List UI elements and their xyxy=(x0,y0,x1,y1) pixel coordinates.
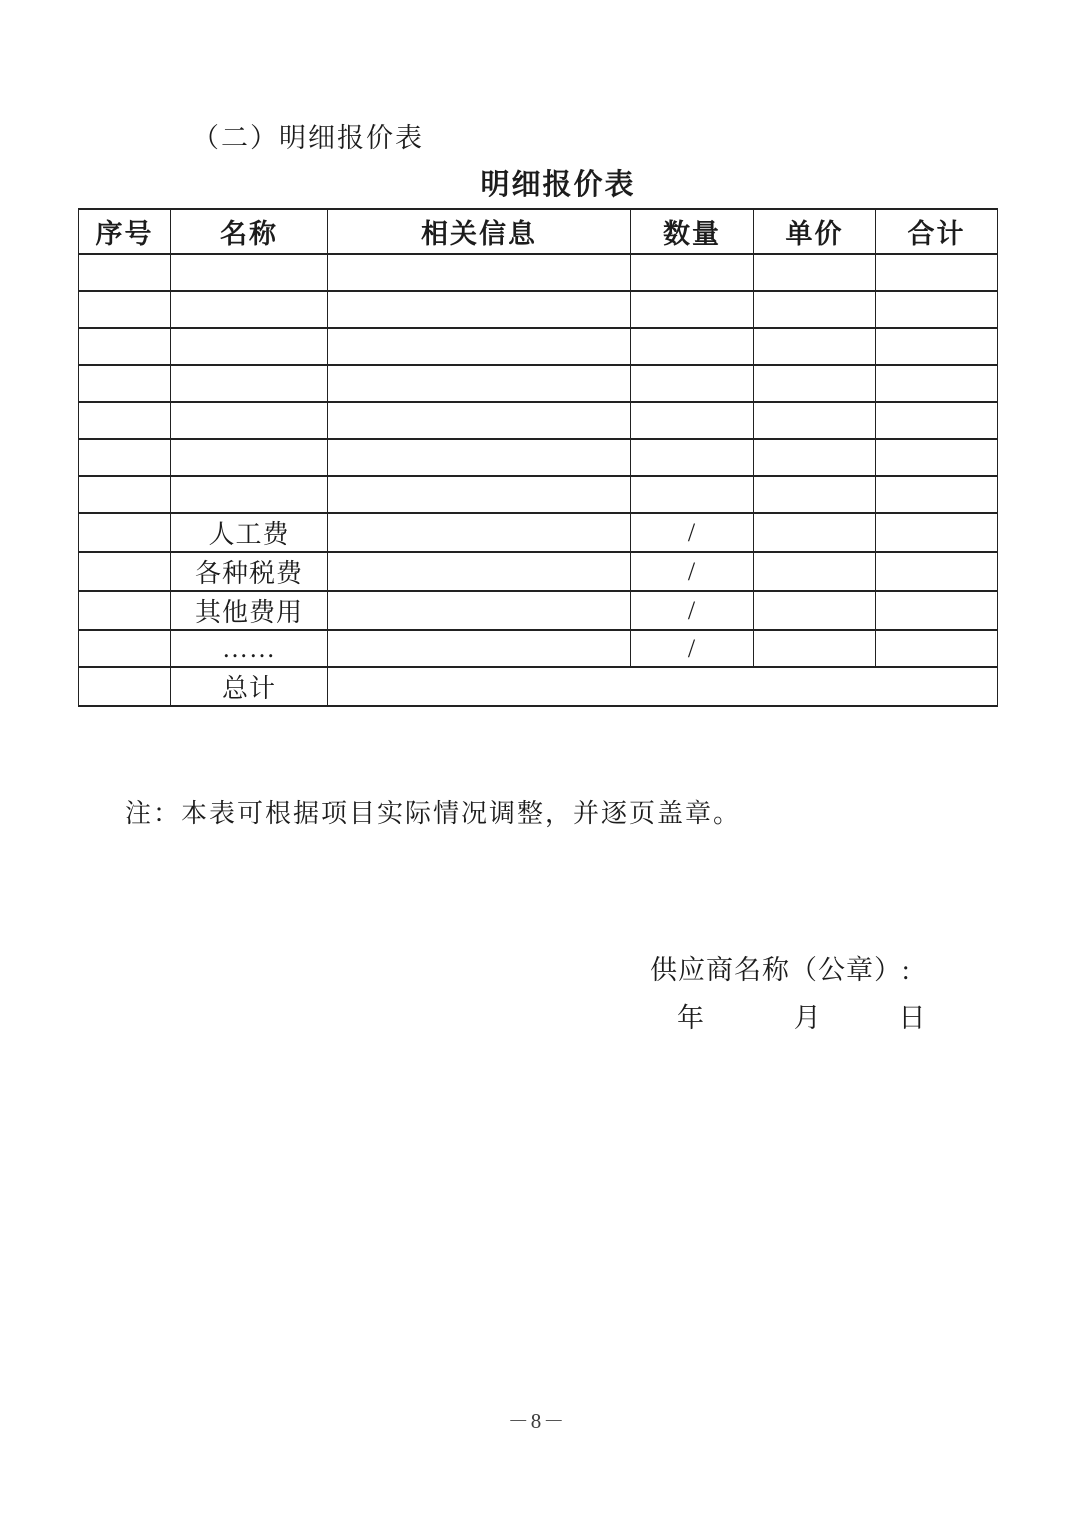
empty-cell xyxy=(171,254,328,291)
empty-cell xyxy=(876,630,998,667)
empty-cell xyxy=(754,439,876,476)
empty-cell xyxy=(328,513,631,552)
empty-cell xyxy=(328,630,631,667)
column-header-quantity: 数量 xyxy=(631,209,754,254)
empty-cell xyxy=(79,439,171,476)
empty-cell xyxy=(79,291,171,328)
empty-cell xyxy=(876,552,998,591)
table-row-ellipsis xyxy=(79,630,998,667)
empty-cell xyxy=(328,439,631,476)
empty-cell xyxy=(754,365,876,402)
empty-cell xyxy=(171,328,328,365)
empty-cell xyxy=(754,254,876,291)
empty-cell xyxy=(876,591,998,630)
empty-cell xyxy=(754,591,876,630)
empty-cell xyxy=(754,476,876,513)
row-name-cell: 总计 xyxy=(171,667,328,706)
row-name-cell: 其他费用 xyxy=(171,591,328,630)
empty-cell xyxy=(79,591,171,630)
empty-cell xyxy=(631,402,754,439)
empty-cell xyxy=(631,476,754,513)
table-empty-row xyxy=(79,402,998,439)
empty-cell xyxy=(631,254,754,291)
empty-cell xyxy=(876,365,998,402)
table-row-grand-total xyxy=(79,667,998,706)
empty-cell xyxy=(876,291,998,328)
empty-cell xyxy=(171,402,328,439)
page-number: －8－ xyxy=(507,1409,567,1433)
empty-cell xyxy=(631,291,754,328)
empty-cell xyxy=(79,328,171,365)
date-day-label: 日 xyxy=(898,1003,926,1033)
empty-cell xyxy=(328,328,631,365)
empty-cell xyxy=(631,365,754,402)
column-header-unit-price: 单价 xyxy=(754,209,876,254)
empty-cell xyxy=(171,439,328,476)
empty-cell xyxy=(79,365,171,402)
empty-cell xyxy=(631,328,754,365)
empty-cell xyxy=(631,439,754,476)
note-text: 注：本表可根据项目实际情况调整，并逐页盖章。 xyxy=(125,799,742,828)
empty-cell xyxy=(876,254,998,291)
empty-cell xyxy=(79,667,171,706)
row-name-cell: 人工费 xyxy=(171,513,328,552)
quantity-cell: / xyxy=(631,591,754,630)
empty-cell xyxy=(754,630,876,667)
empty-cell xyxy=(79,476,171,513)
empty-cell xyxy=(328,365,631,402)
empty-cell xyxy=(754,552,876,591)
table-title: 明细报价表 xyxy=(480,169,636,201)
detailed-quote-table xyxy=(78,208,998,707)
empty-cell xyxy=(171,291,328,328)
table-row-taxes xyxy=(79,552,998,591)
empty-cell xyxy=(328,254,631,291)
table-empty-row xyxy=(79,328,998,365)
column-header-serial: 序号 xyxy=(79,209,171,254)
empty-cell xyxy=(328,402,631,439)
empty-cell xyxy=(79,402,171,439)
table-empty-row xyxy=(79,291,998,328)
empty-cell xyxy=(79,513,171,552)
empty-cell xyxy=(754,513,876,552)
empty-cell xyxy=(876,476,998,513)
empty-cell xyxy=(754,291,876,328)
empty-cell xyxy=(876,402,998,439)
empty-cell xyxy=(876,328,998,365)
empty-cell xyxy=(328,291,631,328)
table-header-row xyxy=(79,209,998,254)
row-name-cell: 各种税费 xyxy=(171,552,328,591)
empty-cell xyxy=(79,552,171,591)
column-header-info: 相关信息 xyxy=(328,209,631,254)
empty-cell xyxy=(876,439,998,476)
empty-cell xyxy=(79,254,171,291)
empty-cell xyxy=(328,476,631,513)
table-empty-row xyxy=(79,439,998,476)
empty-cell xyxy=(328,591,631,630)
row-name-cell: …… xyxy=(171,630,328,667)
section-heading: （二）明细报价表 xyxy=(192,123,424,153)
empty-cell xyxy=(754,402,876,439)
table-empty-row xyxy=(79,476,998,513)
table-row-labor-cost xyxy=(79,513,998,552)
table-empty-row xyxy=(79,365,998,402)
quantity-cell: / xyxy=(631,552,754,591)
column-header-total: 合计 xyxy=(876,209,998,254)
quantity-cell: / xyxy=(631,630,754,667)
date-year-label: 年 xyxy=(677,1003,704,1033)
grand-total-merged-cell xyxy=(328,667,998,706)
date-line xyxy=(677,996,926,1035)
empty-cell xyxy=(171,365,328,402)
empty-cell xyxy=(328,552,631,591)
empty-cell xyxy=(79,630,171,667)
table-row-other-fees xyxy=(79,591,998,630)
empty-cell xyxy=(876,513,998,552)
empty-cell xyxy=(754,328,876,365)
table-empty-row xyxy=(79,254,998,291)
date-month-label: 月 xyxy=(793,1003,821,1033)
quantity-cell: / xyxy=(631,513,754,552)
column-header-name: 名称 xyxy=(171,209,328,254)
empty-cell xyxy=(171,476,328,513)
supplier-seal-line: 供应商名称（公章）: xyxy=(650,955,911,985)
